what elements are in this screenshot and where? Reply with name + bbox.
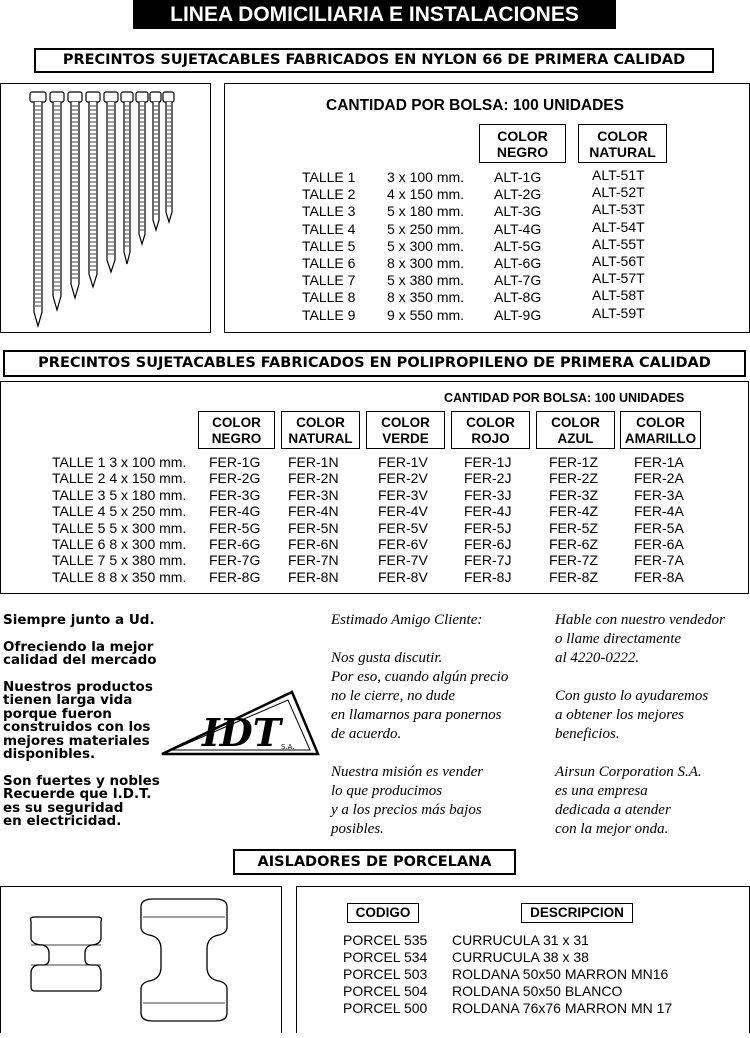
line: tienen larga vida [3, 692, 133, 708]
poly-code: FER-1G [209, 454, 261, 470]
poly-code: FER-7J [464, 552, 512, 569]
line: en llamarnos para ponernos [331, 707, 502, 723]
line: disponibles. [3, 746, 96, 762]
nylon-talle: TALLE 5 [302, 237, 356, 254]
poly-code: FER-3Z [549, 486, 598, 503]
line: mejores materiales [3, 732, 150, 749]
porcelain-desc: ROLDANA 50x50 MARRON MN16 [452, 966, 669, 982]
poly-code: FER-8J [464, 568, 512, 585]
porcelain-section-title: AISLADORES DE PORCELANA [233, 849, 516, 875]
header-line2: ROJO [471, 431, 510, 446]
line: Nuestros productos [3, 678, 153, 695]
cable-ties-picture [0, 83, 211, 333]
nylon-talle: TALLE 8 [302, 289, 356, 306]
nylon-header-negro [479, 124, 566, 163]
line: porque fueron [3, 705, 112, 722]
line: es una empresa [555, 783, 648, 799]
nylon-code-natural: ALT-52T [592, 184, 645, 201]
header-line2: AMARILLO [624, 431, 697, 446]
line: dedicada a atender [555, 802, 671, 818]
porcelain-code: PORCEL 534 [343, 949, 428, 965]
poly-code: FER-7A [634, 552, 684, 569]
nylon-talle: TALLE 6 [302, 255, 356, 271]
promo-right-p3 [555, 763, 750, 839]
idt-logo-text: IDT [202, 710, 282, 755]
poly-code: FER-4N [288, 503, 339, 520]
poly-code: FER-3V [378, 486, 428, 503]
header-line1: COLOR [597, 128, 648, 144]
poly-code: FER-7N [288, 552, 339, 569]
header-line2: AZUL [557, 431, 594, 446]
line: Ofreciendo la mejor [3, 638, 154, 655]
poly-code: FER-2J [464, 470, 512, 487]
poly-code: FER-4Z [549, 503, 598, 520]
line: de acuerdo. [331, 726, 402, 742]
porcelain-insulators-illustration [1, 887, 281, 1033]
poly-talle: TALLE 8 8 x 350 mm. [52, 568, 187, 585]
line: construidos con los [3, 719, 151, 735]
nylon-code-natural: ALT-58T [592, 287, 645, 304]
poly-header-verde [366, 411, 445, 449]
poly-code: FER-8N [288, 568, 339, 585]
poly-code: FER-1A [634, 454, 684, 470]
line: beneficios. [555, 726, 620, 742]
poly-code: FER-2N [288, 470, 339, 487]
line: Con gusto lo ayudaremos [555, 688, 709, 704]
poly-code: FER-7G [209, 552, 261, 569]
nylon-size: 8 x 300 mm. [387, 255, 465, 271]
line: con la mejor onda. [555, 821, 669, 837]
nylon-code-natural: ALT-56T [592, 253, 645, 269]
promo-middle-column [331, 611, 541, 839]
promo-left-p2 [3, 638, 163, 668]
header-line1: COLOR [497, 128, 548, 144]
nylon-code-natural: ALT-55T [592, 235, 645, 252]
line: Recuerde que I.D.T. [3, 786, 152, 802]
nylon-size: 5 x 300 mm. [387, 237, 465, 254]
promo-middle-p1 [331, 611, 541, 630]
poly-code: FER-3N [288, 486, 339, 503]
line: Siempre junto a Ud. [3, 612, 155, 628]
nylon-code-negro: ALT-7G [494, 272, 542, 289]
poly-code: FER-2G [209, 470, 261, 487]
nylon-code-negro: ALT-9G [494, 306, 542, 323]
porcelain-desc: ROLDANA 50x50 BLANCO [452, 983, 623, 999]
line: Estimado Amigo Cliente: [331, 612, 483, 628]
promo-middle-p2 [331, 649, 541, 744]
poly-talle: TALLE 3 5 x 180 mm. [52, 486, 187, 503]
nylon-size: 4 x 150 mm. [387, 186, 465, 203]
header-line1: COLOR [636, 415, 685, 430]
nylon-size: 9 x 550 mm. [387, 306, 465, 323]
poly-code: FER-4A [634, 503, 684, 520]
nylon-code-negro: ALT-3G [494, 203, 542, 220]
nylon-code-negro: ALT-6G [494, 255, 542, 271]
poly-code: FER-2A [634, 470, 684, 487]
header-line1: COLOR [381, 415, 430, 430]
poly-talle: TALLE 4 5 x 250 mm. [52, 503, 187, 520]
line: Airsun Corporation S.A. [555, 764, 702, 780]
nylon-code-negro: ALT-2G [494, 186, 542, 203]
header-line2: VERDE [382, 431, 429, 446]
poly-talle: TALLE 6 8 x 300 mm. [52, 536, 187, 552]
line: y a los precios más bajos [331, 802, 482, 818]
nylon-talle: TALLE 4 [302, 220, 356, 237]
poly-code: FER-2V [378, 470, 428, 487]
line: Por eso, cuando algún precio [331, 669, 509, 685]
poly-code: FER-5N [288, 519, 339, 536]
header-line2: NATURAL [288, 431, 353, 446]
porcelain-header-code: CODIGO [347, 903, 419, 923]
poly-header-amarillo [620, 411, 701, 449]
poly-quantity: CANTIDAD POR BOLSA: 100 UNIDADES [444, 391, 685, 405]
nylon-header-natural [578, 124, 667, 163]
poly-code: FER-6N [288, 536, 339, 552]
header-line2: NEGRO [211, 431, 262, 446]
promo-middle-p3 [331, 763, 541, 839]
nylon-size: 5 x 250 mm. [387, 220, 465, 237]
poly-code: FER-5G [209, 519, 261, 536]
line: Son fuertes y nobles [3, 772, 160, 789]
page-banner: LINEA DOMICILIARIA E INSTALACIONES [133, 0, 616, 29]
poly-talle: TALLE 7 5 x 380 mm. [52, 552, 187, 569]
poly-code: FER-7V [378, 552, 428, 569]
poly-talle: TALLE 5 5 x 300 mm. [52, 519, 187, 536]
line: es su seguridad [3, 799, 124, 816]
promo-left-p3 [3, 678, 163, 762]
line: Nuestra misión es vender [331, 764, 484, 780]
porcelain-desc: ROLDANA 76x76 MARRON MN 17 [452, 1000, 673, 1016]
poly-code: FER-8V [378, 568, 428, 585]
nylon-code-negro: ALT-1G [494, 169, 542, 185]
nylon-code-negro: ALT-8G [494, 289, 542, 306]
line: calidad del mercado [3, 652, 157, 668]
nylon-code-natural: ALT-53T [592, 201, 645, 218]
porcelain-header-desc: DESCRIPCION [521, 903, 633, 923]
header-line1: COLOR [466, 415, 515, 430]
poly-code: FER-8G [209, 568, 261, 585]
poly-code: FER-4J [464, 503, 512, 520]
line: en electricidad. [3, 813, 122, 829]
poly-code: FER-6V [378, 536, 428, 552]
idt-logo-suffix: S.A. [281, 743, 295, 751]
nylon-code-natural: ALT-54T [592, 218, 645, 235]
porcelain-desc: CURRUCULA 38 x 38 [452, 949, 589, 965]
header-line2: NEGRO [496, 144, 549, 160]
poly-code: FER-1Z [549, 454, 598, 470]
promo-left-p4 [3, 772, 163, 829]
poly-code: FER-5J [464, 519, 512, 536]
poly-code: FER-3G [209, 486, 261, 503]
poly-code: FER-3A [634, 486, 684, 503]
nylon-talle: TALLE 3 [302, 203, 356, 220]
nylon-code-natural: ALT-51T [592, 167, 645, 183]
nylon-size: 3 x 100 mm. [387, 169, 465, 185]
nylon-quantity: CANTIDAD POR BOLSA: 100 UNIDADES [326, 97, 624, 114]
nylon-size: 8 x 350 mm. [387, 289, 465, 306]
nylon-size: 5 x 180 mm. [387, 203, 465, 220]
header-line1: COLOR [212, 415, 261, 430]
line: posibles. [331, 821, 384, 837]
promo-right-column [555, 611, 750, 839]
poly-code: FER-7Z [549, 552, 598, 569]
poly-code: FER-5V [378, 519, 428, 536]
promo-left-column [3, 614, 163, 829]
line: Nos gusta discutir. [331, 650, 443, 666]
poly-code: FER-6Z [549, 536, 598, 552]
idt-logo [160, 690, 320, 758]
nylon-talle: TALLE 9 [302, 306, 356, 323]
line: o llame directamente [555, 631, 682, 647]
poly-code: FER-2Z [549, 470, 598, 487]
header-line1: COLOR [296, 415, 345, 430]
line: lo que producimos [331, 783, 443, 799]
nylon-talle: TALLE 1 [302, 169, 356, 185]
nylon-size: 5 x 380 mm. [387, 272, 465, 289]
line: a obtener los mejores [555, 707, 685, 723]
line: al 4220-0222. [555, 650, 640, 666]
poly-code: FER-1V [378, 454, 428, 470]
porcelain-code: PORCEL 535 [343, 932, 428, 948]
promo-left-p1 [3, 614, 163, 628]
porcelain-desc: CURRUCULA 31 x 31 [452, 932, 589, 948]
poly-code: FER-6A [634, 536, 684, 552]
poly-code: FER-5Z [549, 519, 598, 536]
poly-code: FER-1N [288, 454, 339, 470]
header-line2: NATURAL [589, 144, 656, 160]
porcelain-picture [0, 886, 282, 1033]
porcelain-code: PORCEL 504 [343, 983, 428, 999]
poly-code: FER-4G [209, 503, 261, 520]
poly-code: FER-5A [634, 519, 684, 536]
nylon-code-natural: ALT-59T [592, 304, 645, 321]
line: Hable con nuestro vendedor [555, 612, 725, 628]
nylon-section-title: PRECINTOS SUJETACABLES FABRICADOS EN NYLON 66 DE PRIMERA CALIDAD [34, 48, 714, 73]
poly-header-natural [281, 411, 360, 449]
poly-code: FER-8A [634, 568, 684, 585]
promo-right-p1 [555, 611, 750, 668]
porcelain-code: PORCEL 500 [343, 1000, 428, 1016]
header-line1: COLOR [551, 415, 600, 430]
poly-code: FER-6J [464, 536, 512, 552]
poly-code: FER-3J [464, 486, 512, 503]
poly-talle: TALLE 2 4 x 150 mm. [52, 470, 187, 487]
poly-header-rojo [451, 411, 530, 449]
nylon-talle: TALLE 7 [302, 272, 356, 289]
nylon-code-negro: ALT-4G [494, 220, 542, 237]
poly-header-negro [198, 411, 275, 449]
porcelain-code: PORCEL 503 [343, 966, 428, 982]
poly-header-azul [536, 411, 615, 449]
cable-ties-illustration [1, 84, 210, 332]
poly-code: FER-8Z [549, 568, 598, 585]
poly-talle: TALLE 1 3 x 100 mm. [52, 454, 187, 470]
poly-code: FER-6G [209, 536, 261, 552]
poly-code: FER-4V [378, 503, 428, 520]
poly-code: FER-1J [464, 454, 512, 470]
nylon-code-natural: ALT-57T [592, 270, 645, 287]
line: no le cierre, no dude [331, 688, 455, 704]
nylon-code-negro: ALT-5G [494, 237, 542, 254]
promo-right-p2 [555, 687, 750, 744]
nylon-talle: TALLE 2 [302, 186, 356, 203]
poly-section-title: PRECINTOS SUJETACABLES FABRICADOS EN POLIPROPILENO DE PRIMERA CALIDAD [3, 350, 746, 377]
